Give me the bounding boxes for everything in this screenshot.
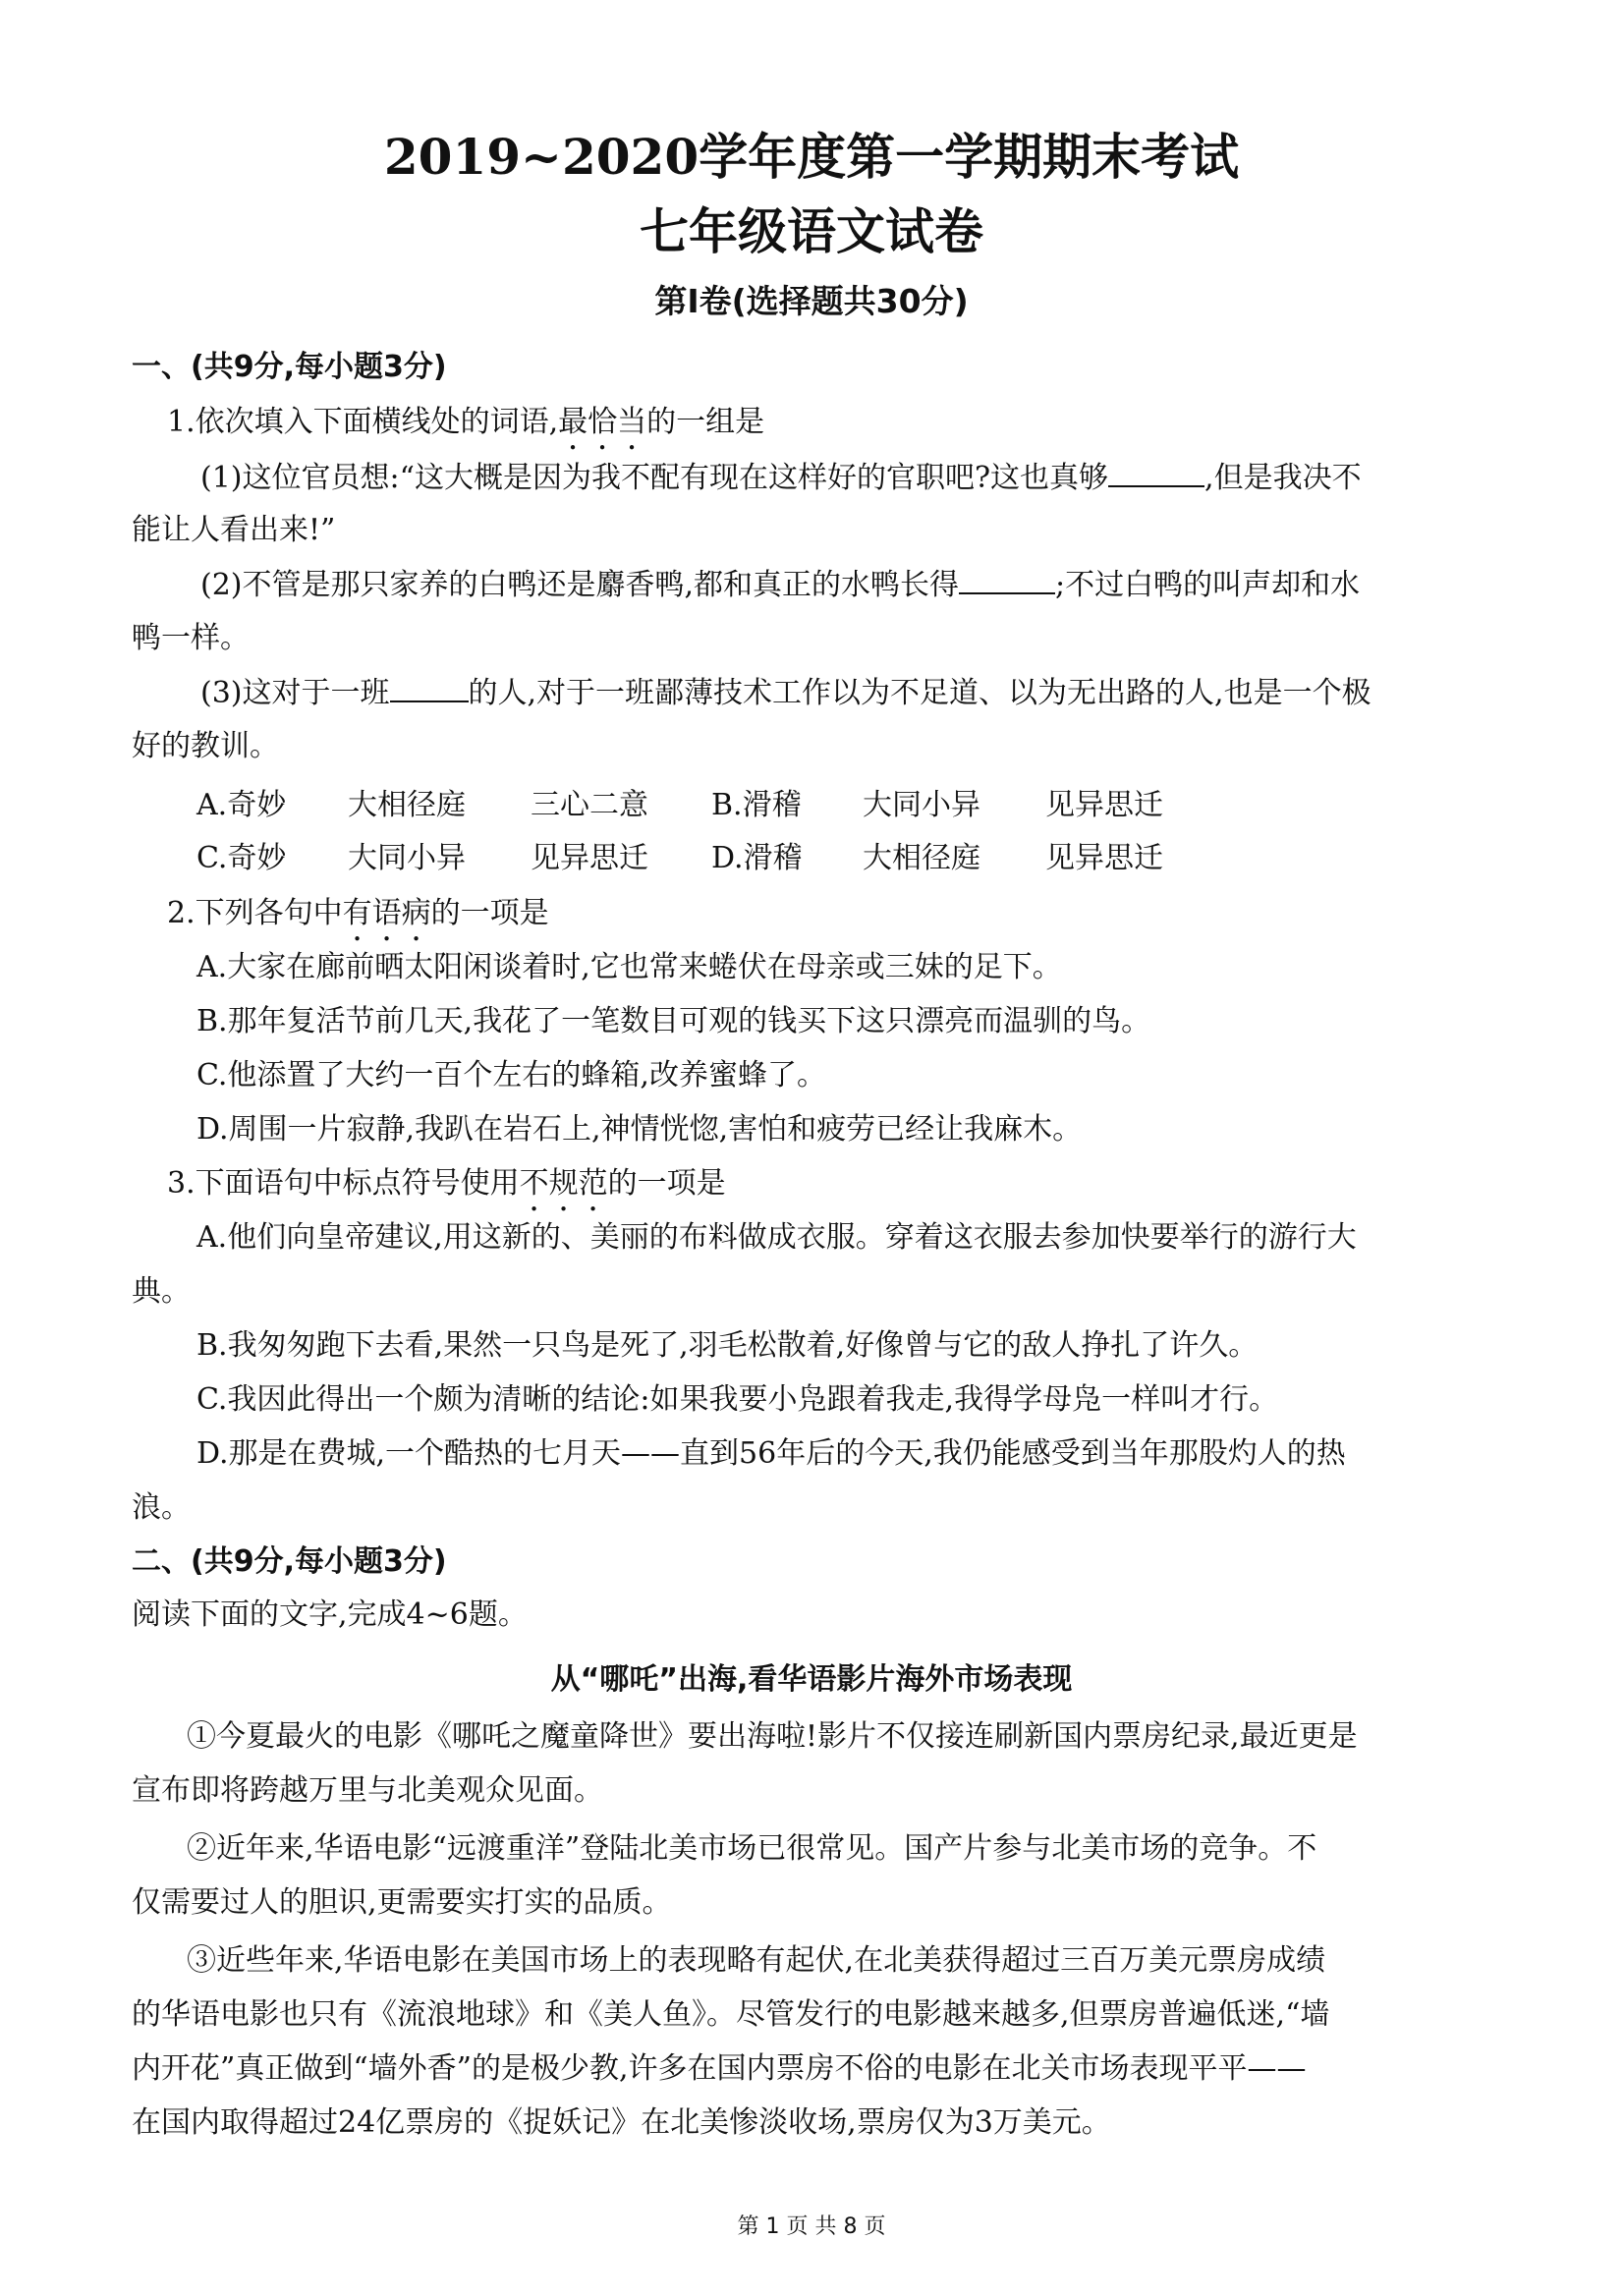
q2-option-c: C.他添置了大约一百个左右的蜂箱,改养蜜蜂了。 [196, 1058, 826, 1092]
q3-option-a-cont: 典。 [132, 1274, 191, 1309]
q1-s2-text-b: ;不过白鸭的叫声却和水 [1055, 568, 1361, 602]
option-d: D.滑稽 [711, 841, 803, 875]
q1-stem-emphasis: 最恰当 [558, 405, 647, 439]
article-paragraph-2: ②近年来,华语电影“远渡重洋”登陆北美市场已很常见。国产片参与北美市场的竞争。不 [187, 1831, 1317, 1866]
option-b-word2: 大同小异 [863, 788, 980, 822]
option-a: A.奇妙 [196, 788, 287, 822]
option-c-word3: 见异思迁 [531, 841, 648, 875]
q3-stem-pre: 3.下面语句中标点符号使用 [167, 1166, 520, 1201]
article-paragraph-3-line4: 在国内取得超过24亿票房的《捉妖记》在北美惨淡收场,票房仅为3万美元。 [132, 2105, 1111, 2140]
q3-stem [167, 1162, 726, 1218]
option-a-word2: 大相径庭 [348, 788, 466, 822]
part-heading: 第Ⅰ卷(选择题共30分) [654, 282, 969, 320]
article-paragraph-2-cont: 仅需要过人的胆识,更需要实打实的品质。 [132, 1885, 672, 1920]
q1-s3-text-c: 好的教训。 [132, 729, 279, 763]
q1-s2-text-a: (2)不管是那只家养的白鸭还是麝香鸭,都和真正的水鸭长得 [200, 568, 960, 602]
q2-option-d: D.周围一片寂静,我趴在岩石上,神情恍惚,害怕和疲劳已经让我麻木。 [196, 1112, 1083, 1147]
q2-option-a: A.大家在廊前晒太阳闲谈着时,它也常来蜷伏在母亲或三妹的足下。 [196, 950, 1062, 984]
section2-heading: 二、(共9分,每小题3分) [132, 1544, 447, 1579]
q1-sentence1 [200, 456, 1362, 500]
option-d-word2: 大相径庭 [863, 841, 980, 875]
q1-options-row-2 [196, 837, 1163, 880]
q1-s3-text-a: (3)这对于一班 [200, 676, 390, 710]
q1-s3-text-b: 的人,对于一班鄙薄技术工作以为不足道、以为无出路的人,也是一个极 [468, 676, 1371, 710]
q3-stem-emphasis: 不规范 [519, 1166, 608, 1201]
option-d-word3: 见异思迁 [1045, 841, 1163, 875]
q3-option-b: B.我匆匆跑下去看,果然一只鸟是死了,羽毛松散着,好像曾与它的敌人挣扎了许久。 [196, 1328, 1259, 1363]
q1-options-row-1 [196, 784, 1163, 827]
q2-option-b: B.那年复活节前几天,我花了一笔数目可观的钱买下这只漂亮而温驯的鸟。 [196, 1004, 1151, 1038]
reading-instruction: 阅读下面的文字,完成4~6题。 [132, 1597, 528, 1632]
article-title: 从“哪吒”出海,看华语影片海外市场表现 [550, 1662, 1073, 1697]
answer-blank [390, 671, 469, 702]
exam-subtitle: 七年级语文试卷 [640, 202, 983, 260]
q3-option-d: D.那是在费城,一个酷热的七月天——直到56年后的今天,我仍能感受到当年那股灼人的热 [196, 1436, 1346, 1471]
exam-title: 2019~2020学年度第一学期期末考试 [383, 128, 1240, 186]
q2-stem-post: 的一项是 [430, 896, 549, 930]
option-b-word3: 见异思迁 [1045, 788, 1163, 822]
q2-stem [167, 892, 549, 948]
q1-s2-text-c: 鸭一样。 [132, 621, 250, 655]
option-c: C.奇妙 [196, 841, 287, 875]
article-paragraph-3: ③近些年来,华语电影在美国市场上的表现略有起伏,在北美获得超过三百万美元票房成绩 [187, 1943, 1326, 1978]
q1-s1-text-b: ,但是我决不 [1204, 461, 1362, 495]
q1-stem-post: 的一组是 [646, 405, 765, 439]
option-b: B.滑稽 [711, 788, 802, 822]
article-paragraph-3-line3: 内开花”真正做到“墙外香”的是极少教,许多在国内票房不俗的电影在北关市场表现平平—— [132, 2051, 1307, 2086]
option-a-word3: 三心二意 [531, 788, 648, 822]
q1-sentence3 [200, 671, 1371, 715]
section1-heading: 一、(共9分,每小题3分) [132, 350, 447, 384]
q2-stem-emphasis: 有语病 [342, 896, 431, 930]
answer-blank [959, 563, 1055, 594]
article-paragraph-3-line2: 的华语电影也只有《流浪地球》和《美人鱼》。尽管发行的电影越来越多,但票房普遍低迷,“墙 [132, 1997, 1330, 2032]
article-paragraph-1-cont: 宣布即将跨越万里与北美观众见面。 [132, 1773, 603, 1808]
q1-s1-text-a: (1)这位官员想:“这大概是因为我不配有现在这样好的官职吧?这也真够 [200, 461, 1109, 495]
article-paragraph-1: ①今夏最火的电影《哪吒之魔童降世》要出海啦!影片不仅接连刷新国内票房纪录,最近更是 [187, 1719, 1358, 1754]
q3-option-a: A.他们向皇帝建议,用这新的、美丽的布料做成衣服。穿着这衣服去参加快要举行的游行大 [196, 1220, 1357, 1255]
q3-option-d-cont: 浪。 [132, 1490, 191, 1525]
q3-stem-post: 的一项是 [607, 1166, 726, 1201]
q3-option-c: C.我因此得出一个颇为清晰的结论:如果我要小凫跟着我走,我得学母凫一样叫才行。 [196, 1382, 1279, 1417]
q1-sentence2 [200, 563, 1360, 607]
option-c-word2: 大同小异 [348, 841, 466, 875]
q1-stem-pre: 1.依次填入下面横线处的词语, [167, 405, 559, 439]
q1-s1-text-c: 能让人看出来!” [132, 513, 336, 547]
answer-blank [1108, 456, 1204, 487]
page-footer: 第 1 页 共 8 页 [737, 2214, 886, 2239]
q1-stem [167, 401, 764, 457]
q2-stem-pre: 2.下列各句中 [167, 896, 343, 930]
